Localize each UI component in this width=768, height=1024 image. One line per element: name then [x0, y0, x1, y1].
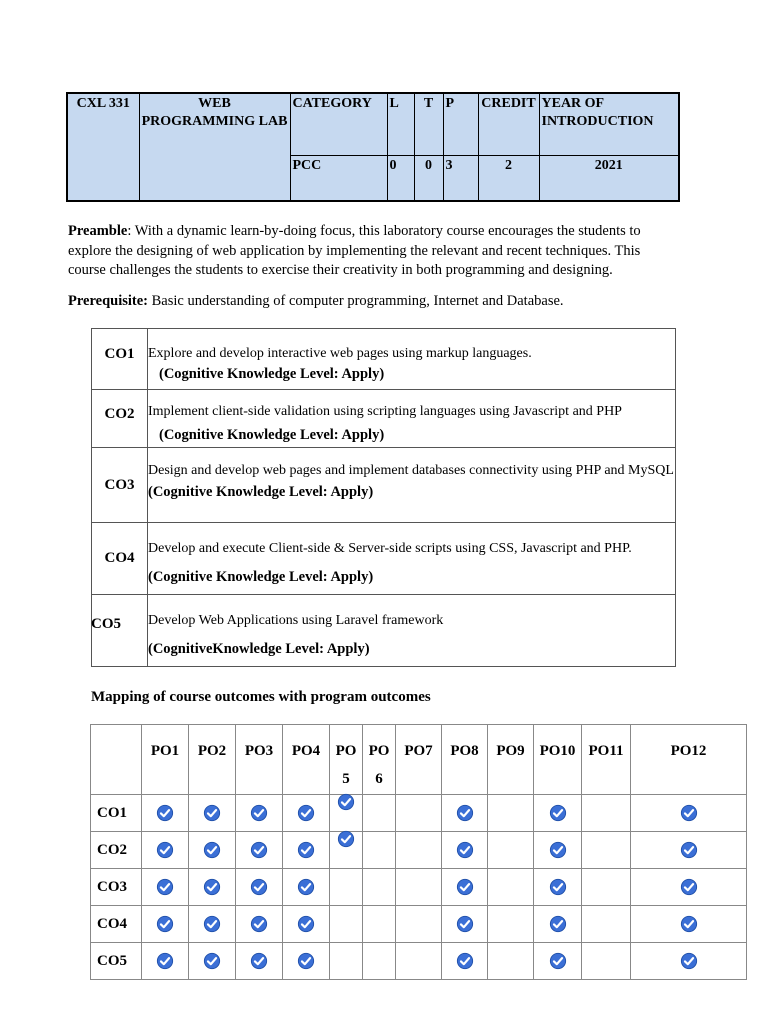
po-header	[283, 725, 330, 795]
course-outcomes-table	[91, 328, 676, 667]
l-value: 0	[387, 155, 414, 201]
co-row	[92, 595, 676, 667]
co-description-cell	[148, 595, 676, 667]
mapping-cell	[631, 869, 747, 906]
mapping-cell	[189, 943, 236, 980]
mapping-cell	[330, 832, 363, 869]
mapping-corner-cell	[91, 725, 142, 795]
mapping-cell	[363, 869, 396, 906]
check-circle-icon	[297, 878, 315, 896]
year-label: YEAR OF INTRODUCTION	[539, 93, 679, 155]
check-circle-icon	[156, 878, 174, 896]
mapping-cell	[488, 906, 534, 943]
mapping-cell	[396, 832, 442, 869]
mapping-cell	[142, 795, 189, 832]
po-header-text: PO10	[539, 743, 576, 759]
co-row	[92, 448, 676, 523]
mapping-cell	[236, 906, 283, 943]
po-header-text: PO1	[150, 743, 180, 759]
po-header-text: 6	[375, 771, 383, 787]
mapping-cell	[283, 832, 330, 869]
check-circle-icon	[203, 878, 221, 896]
credit-label: CREDIT	[478, 93, 539, 155]
check-circle-icon	[203, 952, 221, 970]
mapping-cell	[631, 832, 747, 869]
po-header	[442, 725, 488, 795]
co-po-mapping-table	[90, 724, 747, 980]
prerequisite-paragraph	[68, 292, 672, 312]
mapping-cell	[534, 906, 582, 943]
co-description-cell	[148, 448, 676, 523]
check-circle-icon	[680, 952, 698, 970]
mapping-cell	[582, 832, 631, 869]
mapping-cell	[488, 832, 534, 869]
mapping-cell	[631, 795, 747, 832]
mapping-cell	[396, 906, 442, 943]
mapping-row-label: CO3	[91, 869, 142, 906]
check-circle-icon	[456, 952, 474, 970]
prerequisite-text: Basic understanding of computer programming, Internet and Database.	[148, 293, 564, 309]
po-header	[582, 725, 631, 795]
preamble-label: Preamble	[68, 223, 128, 239]
check-circle-icon	[250, 804, 268, 822]
co-description: Develop and execute Client-side & Server-side scripts using CSS, Javascript and PHP.	[148, 541, 632, 556]
po-header-text: PO	[368, 743, 390, 759]
year-value: 2021	[539, 155, 679, 201]
mapping-cell	[396, 943, 442, 980]
check-circle-icon	[680, 915, 698, 933]
mapping-cell	[142, 943, 189, 980]
mapping-cell	[582, 943, 631, 980]
co-level: (Cognitive Knowledge Level: Apply)	[148, 484, 374, 500]
p-value: 3	[443, 155, 478, 201]
course-code: CXL 331	[67, 93, 139, 201]
mapping-cell	[534, 832, 582, 869]
po-header	[631, 725, 747, 795]
co-code: CO5	[91, 616, 121, 632]
check-circle-icon	[297, 915, 315, 933]
check-circle-icon	[549, 878, 567, 896]
po-header	[330, 725, 363, 795]
check-circle-icon	[250, 915, 268, 933]
mapping-row-label: CO5	[91, 943, 142, 980]
mapping-cell	[363, 832, 396, 869]
po-header-text: PO2	[197, 743, 227, 759]
co-level: (Cognitive Knowledge Level: Apply)	[148, 569, 374, 585]
credit-value: 2	[478, 155, 539, 201]
co-description: Develop Web Applications using Laravel framework	[148, 613, 444, 628]
check-circle-icon	[456, 878, 474, 896]
check-circle-icon	[203, 804, 221, 822]
mapping-cell	[534, 869, 582, 906]
co-description: Design and develop web pages and implement databases connectivity using PHP and MySQL	[148, 463, 674, 478]
mapping-row	[91, 832, 747, 869]
po-header-text: PO4	[291, 743, 321, 759]
mapping-cell	[582, 906, 631, 943]
mapping-cell	[283, 869, 330, 906]
check-circle-icon	[156, 915, 174, 933]
p-label: P	[443, 93, 478, 155]
mapping-cell	[283, 795, 330, 832]
mapping-cell	[236, 869, 283, 906]
mapping-row-label: CO2	[91, 832, 142, 869]
mapping-cell	[534, 943, 582, 980]
mapping-header-row	[91, 725, 747, 795]
mapping-row	[91, 869, 747, 906]
check-circle-icon	[250, 841, 268, 859]
mapping-cell	[236, 795, 283, 832]
po-header-text: PO12	[670, 743, 707, 759]
mapping-cell	[363, 943, 396, 980]
check-circle-icon	[680, 804, 698, 822]
check-circle-icon	[456, 915, 474, 933]
mapping-cell	[189, 906, 236, 943]
check-circle-icon	[549, 841, 567, 859]
check-circle-icon	[250, 952, 268, 970]
mapping-cell	[582, 795, 631, 832]
mapping-cell	[330, 906, 363, 943]
co-code: CO3	[92, 448, 148, 523]
co-code: CO2	[92, 390, 148, 448]
mapping-cell	[189, 832, 236, 869]
co-code: CO4	[92, 523, 148, 595]
mapping-cell	[488, 943, 534, 980]
mapping-cell	[442, 869, 488, 906]
check-circle-icon	[337, 830, 355, 848]
preamble-text: : With a dynamic learn-by-doing focus, this laboratory course encourages the students to explore the designing of web application by implementing the relevant and recent techniques. This course challenges the students to exercise their creativity in both programming and designing.	[68, 223, 641, 278]
mapping-cell	[330, 869, 363, 906]
mapping-cell	[142, 869, 189, 906]
co-code: CO1	[92, 329, 148, 390]
po-header-text: PO	[335, 743, 357, 759]
mapping-row	[91, 943, 747, 980]
course-header-table	[66, 92, 680, 202]
po-header	[488, 725, 534, 795]
po-header-text: PO8	[450, 743, 479, 759]
co-row	[92, 329, 676, 390]
po-header-text: PO7	[404, 743, 433, 759]
po-header	[363, 725, 396, 795]
co-description: Explore and develop interactive web pages using markup languages.	[148, 346, 532, 361]
check-circle-icon	[456, 841, 474, 859]
check-circle-icon	[549, 915, 567, 933]
check-circle-icon	[456, 804, 474, 822]
check-circle-icon	[680, 841, 698, 859]
mapping-cell	[189, 869, 236, 906]
prerequisite-label: Prerequisite:	[68, 293, 148, 309]
mapping-cell	[442, 832, 488, 869]
mapping-row-label: CO1	[91, 795, 142, 832]
mapping-cell	[396, 795, 442, 832]
mapping-cell	[534, 795, 582, 832]
mapping-row	[91, 795, 747, 832]
mapping-cell	[142, 906, 189, 943]
po-header-text: PO11	[588, 743, 624, 759]
mapping-cell	[631, 943, 747, 980]
check-circle-icon	[203, 915, 221, 933]
co-row	[92, 523, 676, 595]
t-label: T	[414, 93, 443, 155]
mapping-cell	[631, 906, 747, 943]
category-label: CATEGORY	[290, 93, 387, 155]
mapping-cell	[488, 795, 534, 832]
mapping-row	[91, 906, 747, 943]
mapping-title: Mapping of course outcomes with program outcomes	[91, 689, 431, 705]
mapping-cell	[236, 943, 283, 980]
mapping-cell	[283, 943, 330, 980]
po-header	[396, 725, 442, 795]
mapping-cell	[330, 795, 363, 832]
mapping-cell	[488, 869, 534, 906]
check-circle-icon	[156, 841, 174, 859]
check-circle-icon	[549, 952, 567, 970]
co-description-cell	[148, 390, 676, 448]
mapping-cell	[363, 795, 396, 832]
mapping-cell	[582, 869, 631, 906]
check-circle-icon	[297, 804, 315, 822]
category-value: PCC	[290, 155, 387, 201]
check-circle-icon	[156, 804, 174, 822]
co-description-cell	[148, 523, 676, 595]
co-description-cell	[148, 329, 676, 390]
po-header	[142, 725, 189, 795]
po-header	[236, 725, 283, 795]
mapping-cell	[442, 943, 488, 980]
check-circle-icon	[250, 878, 268, 896]
l-label: L	[387, 93, 414, 155]
po-header-text: PO9	[496, 743, 525, 759]
check-circle-icon	[549, 804, 567, 822]
po-header	[189, 725, 236, 795]
check-circle-icon	[337, 793, 355, 811]
mapping-cell	[442, 906, 488, 943]
co-row	[92, 390, 676, 448]
mapping-cell	[396, 869, 442, 906]
mapping-row-label: CO4	[91, 906, 142, 943]
co-level: (Cognitive Knowledge Level: Apply)	[159, 427, 385, 443]
check-circle-icon	[203, 841, 221, 859]
mapping-cell	[142, 832, 189, 869]
mapping-cell	[283, 906, 330, 943]
t-value: 0	[414, 155, 443, 201]
po-header-text: 5	[342, 771, 350, 787]
co-level: (CognitiveKnowledge Level: Apply)	[148, 641, 370, 657]
check-circle-icon	[680, 878, 698, 896]
co-level: (Cognitive Knowledge Level: Apply)	[159, 366, 385, 382]
mapping-cell	[236, 832, 283, 869]
co-description: Implement client-side validation using scripting languages using Javascript and PHP	[148, 404, 622, 419]
mapping-cell	[189, 795, 236, 832]
mapping-cell	[363, 906, 396, 943]
po-header-text: PO3	[244, 743, 274, 759]
po-header	[534, 725, 582, 795]
mapping-cell	[330, 943, 363, 980]
course-name: WEB PROGRAMMING LAB	[139, 93, 290, 201]
preamble-paragraph	[68, 222, 672, 281]
check-circle-icon	[297, 952, 315, 970]
co-code-cell	[92, 595, 148, 667]
check-circle-icon	[297, 841, 315, 859]
mapping-cell	[442, 795, 488, 832]
check-circle-icon	[156, 952, 174, 970]
